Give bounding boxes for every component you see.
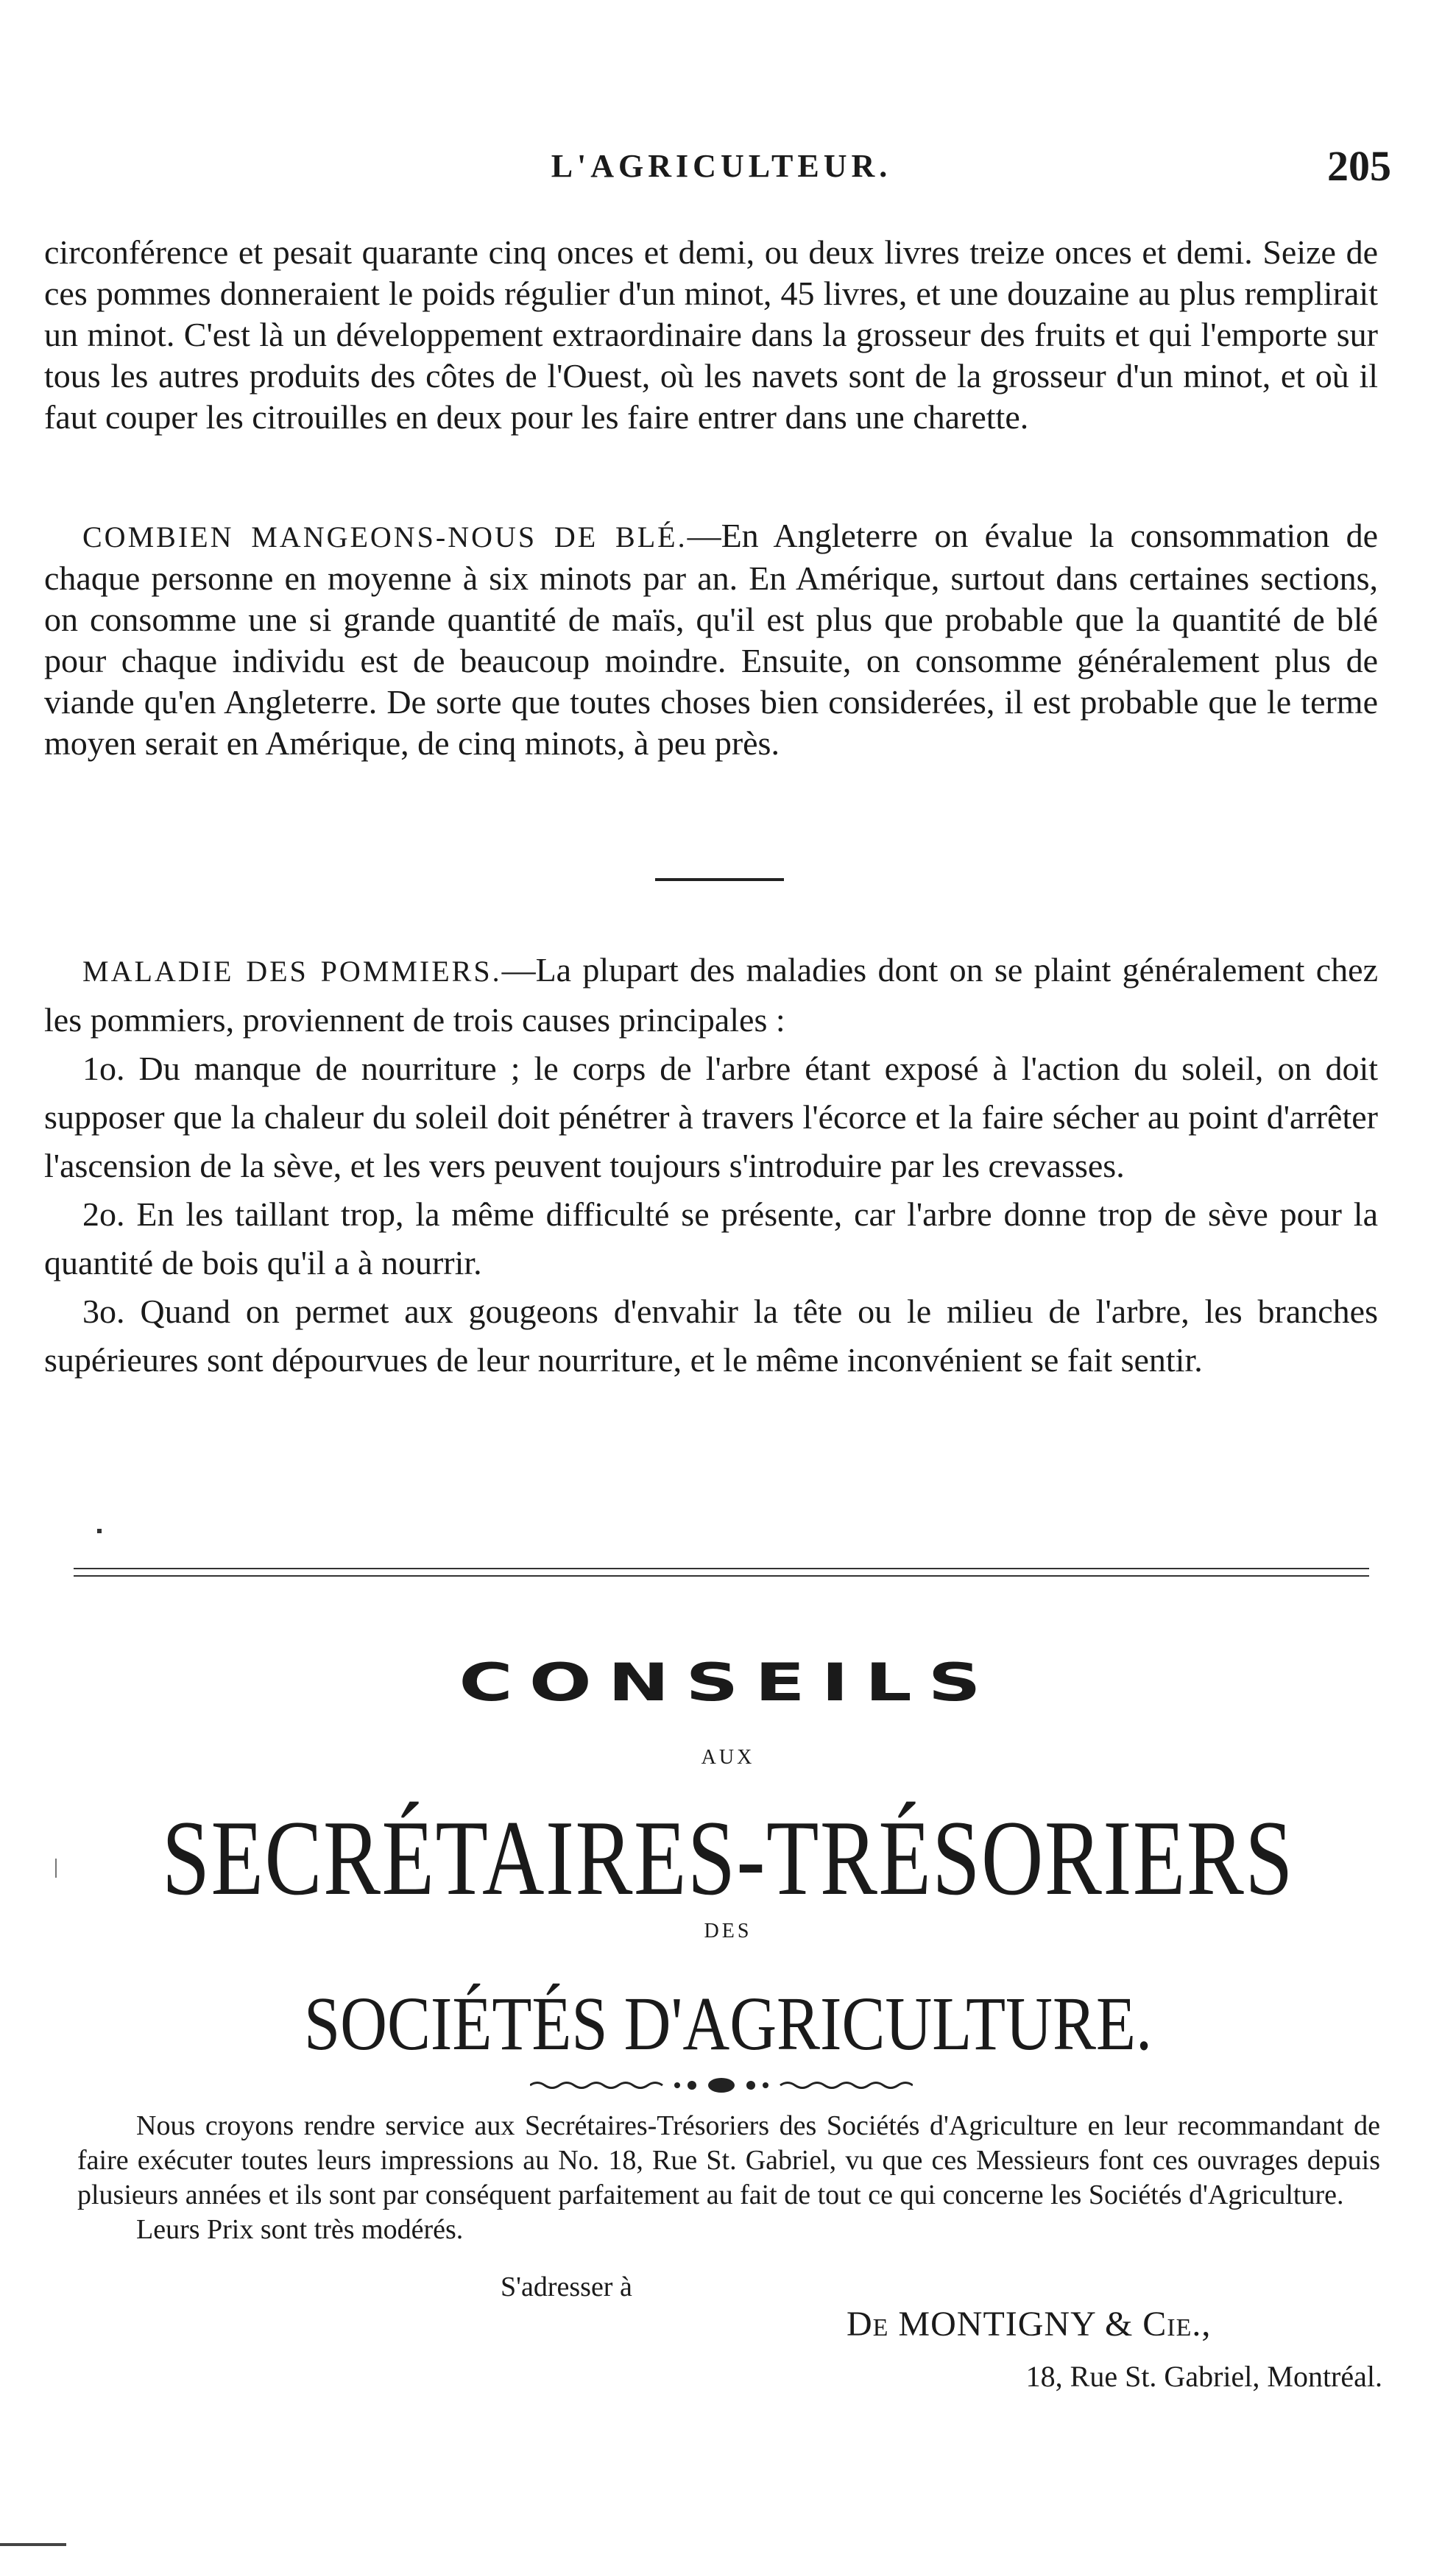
scan-mark: [0, 2543, 66, 2546]
section-body: —En Angleterre on évalue la consommation de chaque personne en moyenne à six minots par an. En Amérique, surtout dans certaines sections, on consomme une si grande quantité de maïs, qu'il est plus que probable que la quantité de blé pour chaque individu est de beaucoup moindre. Ensuite, on consomme généralement plus de viande qu'en Angleterre. De sorte que toutes choses bien considerées, il est probable que le terme moyen serait en Amérique, de cinq minots, à peu près.: [44, 517, 1378, 762]
list-item: 3o. Quand on permet aux gougeons d'envahir la tête ou le milieu de l'arbre, les branches supérieures sont dépourvues de leur nourriture, et le même inconvénient se fait sentir.: [44, 1293, 1378, 1379]
ad-subtitle: SOCIÉTÉS D'AGRICULTURE.: [303, 1981, 1153, 2066]
running-title: L'AGRICULTEUR.: [551, 148, 892, 184]
ad-prices: Leurs Prix sont très modérés.: [136, 2214, 464, 2245]
paragraph-turnip: [44, 232, 1378, 438]
ad-main-title: SECRÉTAIRES-TRÉSORIERS: [162, 1798, 1294, 1917]
paragraph-text: [44, 515, 1378, 764]
paragraph-apple-diseases: [44, 946, 1378, 1385]
ad-aux-label: AUX: [701, 1746, 755, 1769]
ad-body: [77, 2109, 1380, 2247]
section-body: —La plupart des maladies dont on se plaint généralement chez les pommiers, proviennent de trois causes principales :: [44, 951, 1378, 1039]
running-header: [52, 142, 1391, 199]
ad-street-address: 18, Rue St. Gabriel, Montréal.: [1025, 2360, 1382, 2393]
section-divider: [655, 878, 784, 881]
page-number: 205: [1327, 142, 1391, 190]
print-dot: [97, 1529, 102, 1533]
double-rule-divider: [74, 1568, 1369, 1577]
ad-firm-name: De MONTIGNY & Cie.,: [847, 2305, 1212, 2344]
ornament-divider: [530, 2074, 913, 2096]
section-heading: MALADIE DES POMMIERS.: [82, 955, 502, 988]
ad-heading: CONSEILS: [459, 1652, 997, 1713]
list-item: 1o. Du manque de nourriture ; le corps de l'arbre étant exposé à l'action du soleil, on doit supposer que la chaleur du soleil doit pénétrer à travers l'écorce et la faire sécher au point d'arrêter l'ascension de la sève, et les vers peuvent toujours s'introduire par les crevasses.: [44, 1050, 1378, 1184]
list-item: 2o. En les taillant trop, la même difficulté se présente, car l'arbre donne trop de sève pour la quantité de bois qu'il a à nourrir.: [44, 1195, 1378, 1281]
ad-des-label: DES: [704, 1920, 752, 1942]
scan-mark: [55, 1859, 57, 1878]
section-heading: COMBIEN MANGEONS-NOUS DE BLÉ.: [82, 520, 688, 554]
ad-body-text: Nous croyons rendre service aux Secrétaires-Trésoriers des Sociétés d'Agriculture en leur recommandant de faire exécuter toutes leurs impressions au No. 18, Rue St. Gabriel, vu que ces Messieurs font ces ouvrages depuis plusieurs années et ils sont par conséquent parfaitement au fait de tout ce qui concerne les Sociétés d'Agriculture.: [77, 2110, 1380, 2210]
paragraph-text: circonférence et pesait quarante cinq onces et demi, ou deux livres treize onces et demi. Seize de ces pommes donneraient le poids régulier d'un minot, 45 livres, et une douzaine au plus remplirait un minot. C'est là un développement extraordinaire dans la grosseur des fruits et qui l'emporte sur tous les autres produits des côtes de l'Ouest, où les navets sont de la grosseur d'un minot, et où il faut couper les citrouilles en deux pour les faire entrer dans une charette.: [44, 233, 1378, 436]
paragraph-text: [44, 946, 1378, 1044]
ad-address-lead: S'adresser à: [501, 2272, 632, 2302]
paragraph-wheat-consumption: [44, 515, 1378, 764]
